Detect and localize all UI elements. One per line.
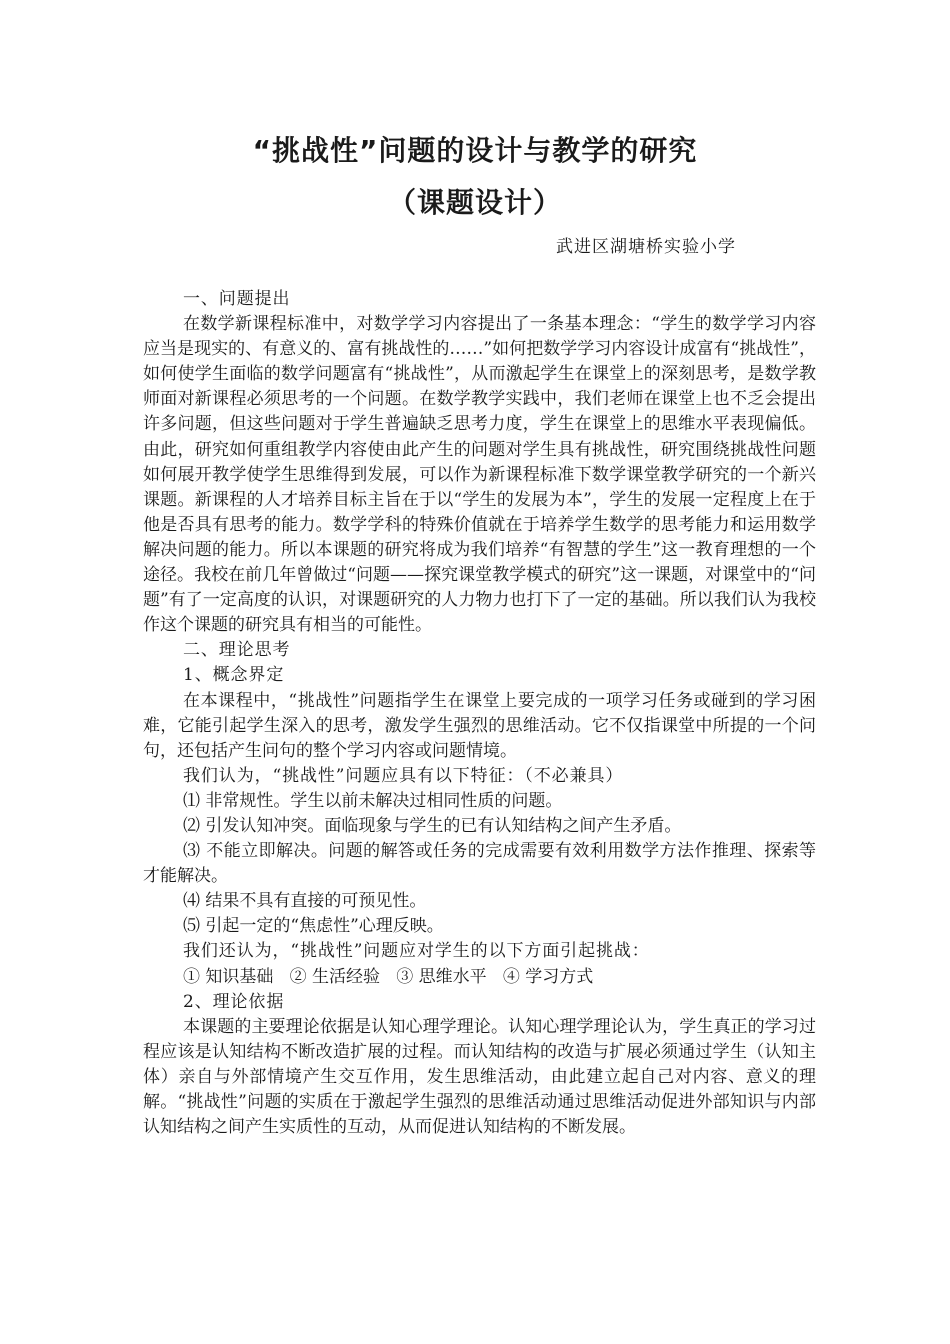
features-intro: 我们认为，“挑战性”问题应具有以下特征：（不必兼具） xyxy=(183,765,624,786)
aspect-item: ④ 学习方式 xyxy=(502,966,594,987)
document-subtitle: （课题设计） xyxy=(387,186,562,219)
feature-item: ⑵ 引发认知冲突。面临现象与学生的已有认知结构之间产生矛盾。 xyxy=(183,815,682,836)
school-name: 武进区湖塘桥实验小学 xyxy=(556,237,736,257)
feature-item: ⑶ 不能立即解决。问题的解答或任务的完成需要有效利用数学方法作推理、探索等才能解决。 xyxy=(143,841,816,887)
definition-paragraph: 在本课程中，“挑战性”问题指学生在课堂上要完成的一项学习任务或碰到的学习困难，它能引起学生深入的思考，激发学生强烈的思维活动。它不仅指课堂中所提的一个问句，还包括产生问句的整个学习内容或问题情境。 xyxy=(143,690,816,761)
feature-item: ⑸ 引起一定的“焦虑性”心理反映。 xyxy=(183,916,444,937)
aspects-list xyxy=(143,965,816,990)
subsection-2-heading: 2、理论依据 xyxy=(183,991,285,1012)
theory-paragraph: 本课题的主要理论依据是认知心理学理论。认知心理学理论认为，学生真正的学习过程应该是认知结构不断改造扩展的过程。而认知结构的改造与扩展必须通过学生（认知主体）亲自与外部情境产生交互作用，发生思维活动，由此建立起自己对内容、意义的理解。“挑战性”问题的实质在于激起学生强烈的思维活动通过思维活动促进外部知识与内部认知结构之间产生实质性的互动，从而促进认知结构的不断发展。 xyxy=(143,1016,816,1138)
feature-item: ⑴ 非常规性。学生以前未解决过相同性质的问题。 xyxy=(183,790,563,811)
aspects-intro: 我们还认为，“挑战性”问题应对学生的以下方面引起挑战： xyxy=(183,941,650,962)
aspect-item: ② 生活经验 xyxy=(289,966,381,987)
document-body xyxy=(143,287,816,1140)
section-1-heading: 一、问题提出 xyxy=(183,289,291,309)
aspect-item: ③ 思维水平 xyxy=(396,966,487,987)
section-2-heading: 二、理论思考 xyxy=(183,640,291,661)
subsection-1-heading: 1、概念界定 xyxy=(183,665,285,686)
document-title: “挑战性”问题的设计与教学的研究 xyxy=(252,134,698,167)
aspect-item: ① 知识基础 xyxy=(183,966,274,987)
section-1-paragraph: 在数学新课程标准中，对数学学习内容提出了一条基本理念：“学生的数学学习内容应当是现实的、有意义的、富有挑战性的……”如何把数学学习内容设计成富有“挑战性”，如何使学生面临的数学问题富有“挑战性”，从而激起学生在课堂上的深刻思考，是数学教师面对新课程必须思考的一个问题。在数学教学实践中，我们老师在课堂上也不乏会提出许多问题，但这些问题对于学生普遍缺乏思考力度，学生在课堂上的思维水平表现偏低。由此，研究如何重组教学内容使由此产生的问题对学生具有挑战性，研究围绕挑战性问题如何展开教学使学生思维得到发展，可以作为新课程标准下数学课堂教学研究的一个新兴课题。新课程的人才培养目标主旨在于以“学生的发展为本”，学生的发展一定程度上在于他是否具有思考的能力。数学学科的特殊价值就在于培养学生数学的思考能力和运用数学解决问题的能力。所以本课题的研究将成为我们培养“有智慧的学生”这一教育理想的一个途径。我校在前几年曾做过“问题——探究课堂教学模式的研究”这一课题，对课堂中的“问题”有了一定高度的认识，对课题研究的人力物力也打下了一定的基础。所以我们认为我校作这个课题的研究具有相当的可能性。 xyxy=(143,314,816,636)
feature-item: ⑷ 结果不具有直接的可预见性。 xyxy=(183,891,427,912)
